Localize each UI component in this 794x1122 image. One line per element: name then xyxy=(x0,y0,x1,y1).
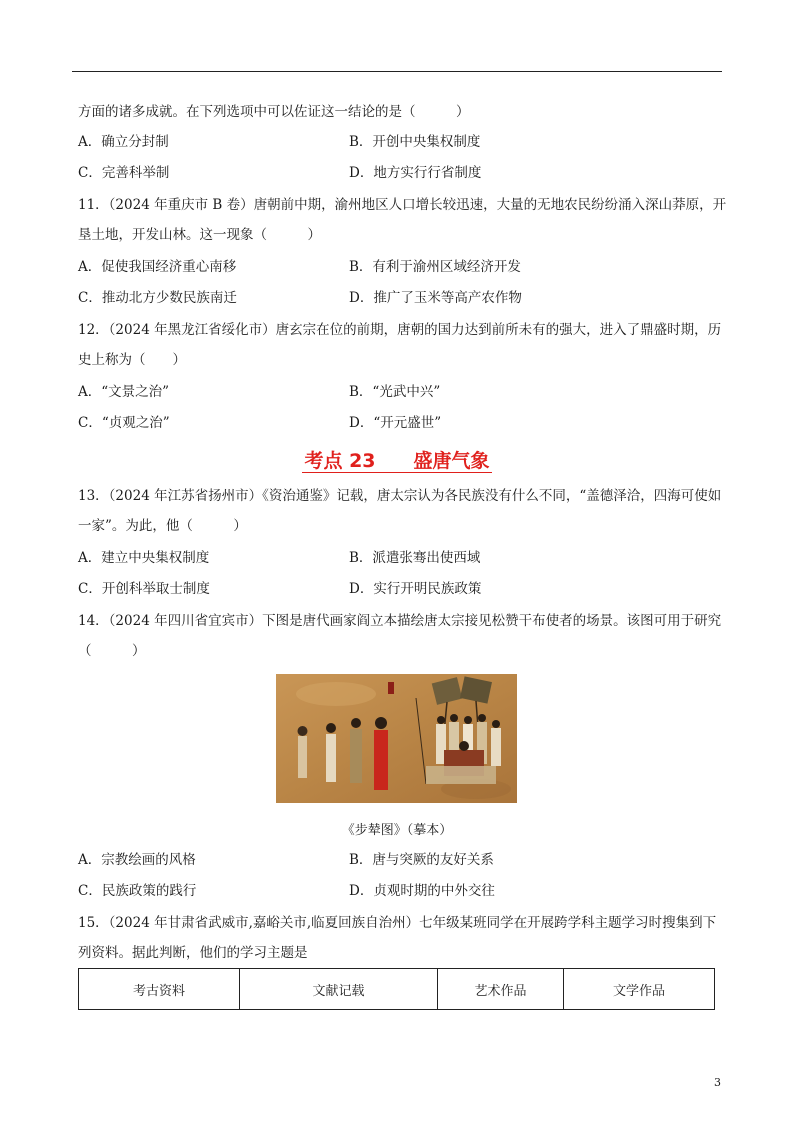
q14-option-d[interactable]: D．贞观时期的中外交往 xyxy=(349,883,495,899)
table-header-literature: 文学作品 xyxy=(612,983,665,999)
q10-option-a[interactable]: A．确立分封制 xyxy=(78,134,169,150)
q14-option-b[interactable]: B．唐与突厥的友好关系 xyxy=(349,852,494,868)
q12-stem-line2: 史上称为（ ） xyxy=(78,352,186,368)
q15-stem-line1: 15．（2024 年甘肃省武威市,嘉峪关市,临夏回族自治州）七年级某班同学在开展跨学科主题学习时搜集到下 xyxy=(78,915,717,931)
q12-option-b[interactable]: B．“光武中兴” xyxy=(349,384,441,400)
q10-option-d[interactable]: D．地方实行行省制度 xyxy=(349,165,482,181)
q14-option-a[interactable]: A．宗教绘画的风格 xyxy=(78,852,196,868)
q13-option-a[interactable]: A．建立中央集权制度 xyxy=(78,550,210,566)
q14-stem-line1: 14．（2024 年四川省宜宾市）下图是唐代画家阎立本描绘唐太宗接见松赞干布使者的场景。该图可用于研究 xyxy=(78,613,722,629)
q13-option-c[interactable]: C．开创科举取士制度 xyxy=(78,581,210,597)
section-title-text: 考点 23 盛唐气象 xyxy=(304,450,490,472)
header-rule xyxy=(72,71,722,72)
q13-option-b[interactable]: B．派遣张骞出使西域 xyxy=(349,550,481,566)
q11-stem-line1: 11．（2024 年重庆市 B 卷）唐朝前中期，渝州地区人口增长较迅速，大量的无地农民纷纷涌入深山莽原，开 xyxy=(78,197,727,213)
q12-option-a[interactable]: A．“文景之治” xyxy=(78,384,170,400)
table-header-documents: 文献记载 xyxy=(240,969,438,1009)
q12-option-c[interactable]: C．“贞观之治” xyxy=(78,415,170,431)
q10-option-c[interactable]: C．完善科举制 xyxy=(78,165,170,181)
table-header-art: 艺术作品 xyxy=(438,969,564,1009)
painting-illustration xyxy=(276,674,517,803)
painting-caption: 《步辇图》（摹本） xyxy=(341,823,453,838)
seal-mark xyxy=(388,682,394,694)
q13-stem-line2: 一家”。为此，他（ ） xyxy=(78,518,247,534)
q11-option-b[interactable]: B．有利于渝州区域经济开发 xyxy=(349,259,521,275)
q12-option-d[interactable]: D．“开元盛世” xyxy=(349,415,442,431)
q14-option-c[interactable]: C．民族政策的践行 xyxy=(78,883,197,899)
table-header-archaeology: 考古资料 xyxy=(79,969,240,1009)
section-title xyxy=(0,449,794,473)
q15-materials-table xyxy=(78,968,715,1010)
q14-stem-line2: （ ） xyxy=(78,643,146,659)
q13-stem-line1: 13．（2024 年江苏省扬州市）《资治通鉴》记载，唐太宗认为各民族没有什么不同，“盖德泽洽，四海可使如 xyxy=(78,488,722,504)
q15-stem-line2: 列资料。据此判断，他们的学习主题是 xyxy=(78,945,308,961)
q10-stem-tail: 方面的诸多成就。在下列选项中可以佐证这一结论的是（ ） xyxy=(78,104,470,120)
q11-stem-line2: 垦土地，开发山林。这一现象（ ） xyxy=(78,227,321,243)
q11-option-a[interactable]: A．促使我国经济重心南移 xyxy=(78,259,237,275)
page-number: 3 xyxy=(714,1076,721,1089)
q12-stem-line1: 12．（2024 年黑龙江省绥化市）唐玄宗在位的前期，唐朝的国力达到前所未有的强大，进入了鼎盛时期，历 xyxy=(78,322,722,338)
q10-option-b[interactable]: B．开创中央集权制度 xyxy=(349,134,481,150)
q13-option-d[interactable]: D．实行开明民族政策 xyxy=(349,581,482,597)
painting-buniantu-image xyxy=(276,674,517,803)
q11-option-d[interactable]: D．推广了玉米等高产农作物 xyxy=(349,290,522,306)
q11-option-c[interactable]: C．推动北方少数民族南迁 xyxy=(78,290,237,306)
